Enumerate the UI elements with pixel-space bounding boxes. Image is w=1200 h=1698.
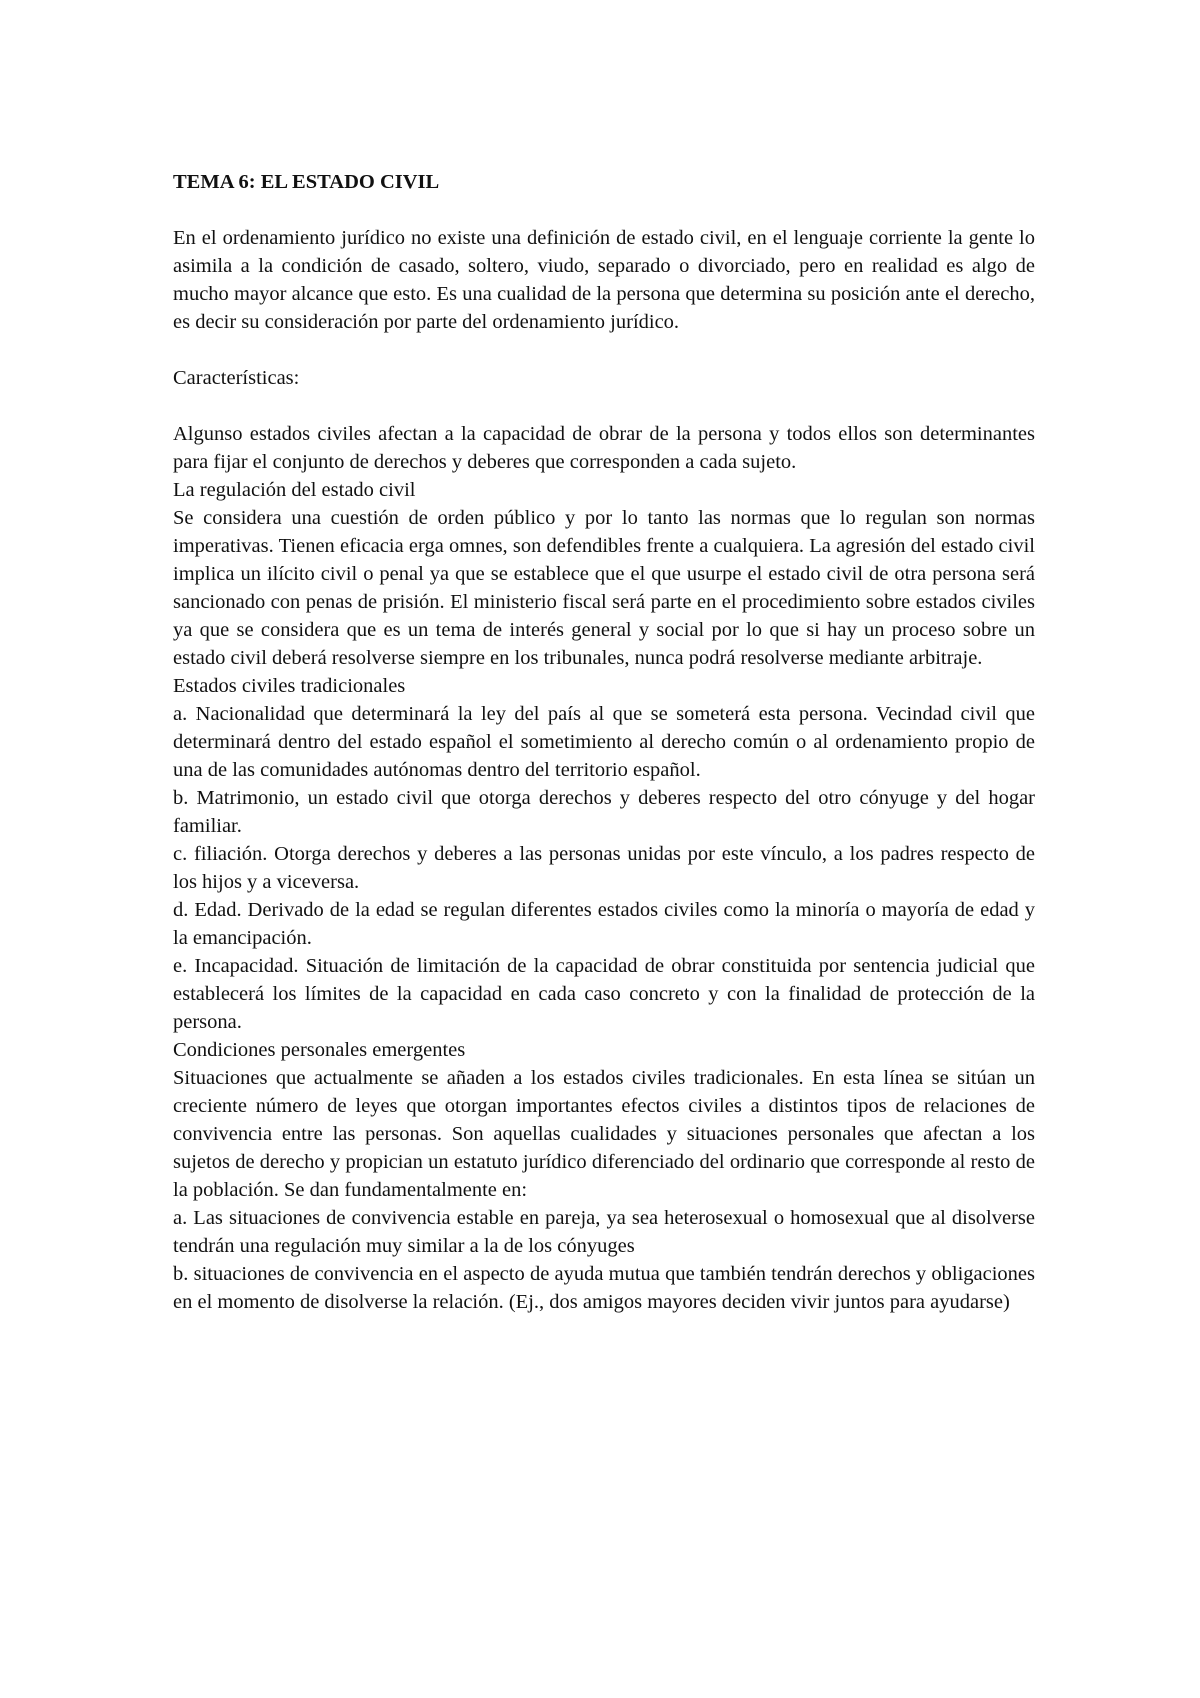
emergentes-paragraph: Situaciones que actualmente se añaden a los estados civiles tradicionales. En esta línea se sitúan un creciente número de leyes que otorgan importantes efectos civiles a distintos tipos de relaciones de convivencia entre las personas. Son aquellas cualidades y situaciones personales que afectan a los sujetos de derecho y propician un estatuto jurídico diferenciado del ordinario que corresponde al resto de la población. Se dan fundamentalmente en: xyxy=(173,1067,1035,1201)
regulacion-heading: La regulación del estado civil xyxy=(173,479,416,501)
emergentes-item-a: a. Las situaciones de convivencia estable en pareja, ya sea heterosexual o homosexual que al disolverse tendrán una regulación muy similar a la de los cónyuges xyxy=(173,1207,1035,1257)
document-title: TEMA 6: EL ESTADO CIVIL xyxy=(173,171,440,193)
emergentes-item-b: b. situaciones de convivencia en el aspecto de ayuda mutua que también tendrán derechos y obligaciones en el momento de disolverse la relación. (Ej., dos amigos mayores deciden vivir juntos para ayudarse) xyxy=(173,1263,1035,1313)
spacer xyxy=(173,392,1035,420)
emergentes-heading: Condiciones personales emergentes xyxy=(173,1039,466,1061)
tradicionales-item-d: d. Edad. Derivado de la edad se regulan diferentes estados civiles como la minoría o mayoría de edad y la emancipación. xyxy=(173,899,1035,949)
intro-paragraph: En el ordenamiento jurídico no existe una definición de estado civil, en el lenguaje corriente la gente lo asimila a la condición de casado, soltero, viudo, separado o divorciado, pero en realidad es algo de mucho mayor alcance que esto. Es una cualidad de la persona que determina su posición ante el derecho, es decir su consideración por parte del ordenamiento jurídico. xyxy=(173,227,1035,333)
regulacion-paragraph: Se considera una cuestión de orden público y por lo tanto las normas que lo regulan son normas imperativas. Tienen eficacia erga omnes, son defendibles frente a cualquiera. La agresión del estado civil implica un ilícito civil o penal ya que se establece que el que usurpe el estado civil de otra persona será sancionado con penas de prisión. El ministerio fiscal será parte en el procedimiento sobre estados civiles ya que se considera que es un tema de interés general y social por lo que si hay un proceso sobre un estado civil deberá resolverse siempre en los tribunales, nunca podrá resolverse mediante arbitraje. xyxy=(173,507,1035,669)
tradicionales-item-c: c. filiación. Otorga derechos y deberes a las personas unidas por este vínculo, a los padres respecto de los hijos y a viceversa. xyxy=(173,843,1035,893)
tradicionales-item-b: b. Matrimonio, un estado civil que otorga derechos y deberes respecto del otro cónyuge y del hogar familiar. xyxy=(173,787,1035,837)
spacer xyxy=(173,196,1035,224)
tradicionales-item-a: a. Nacionalidad que determinará la ley del país al que se someterá esta persona. Vecindad civil que determinará dentro del estado español el sometimiento al derecho común o al ordenamiento propio de una de las comunidades autónomas dentro del territorio español. xyxy=(173,703,1035,781)
caracteristicas-paragraph: Algunso estados civiles afectan a la capacidad de obrar de la persona y todos ellos son determinantes para fijar el conjunto de derechos y deberes que corresponden a cada sujeto. xyxy=(173,423,1035,473)
tradicionales-item-e: e. Incapacidad. Situación de limitación de la capacidad de obrar constituida por sentencia judicial que establecerá los límites de la capacidad en cada caso concreto y con la finalidad de protección de la persona. xyxy=(173,955,1035,1033)
caracteristicas-heading: Características: xyxy=(173,367,300,389)
spacer xyxy=(173,336,1035,364)
tradicionales-heading: Estados civiles tradicionales xyxy=(173,675,406,697)
document-page xyxy=(173,168,1035,1316)
